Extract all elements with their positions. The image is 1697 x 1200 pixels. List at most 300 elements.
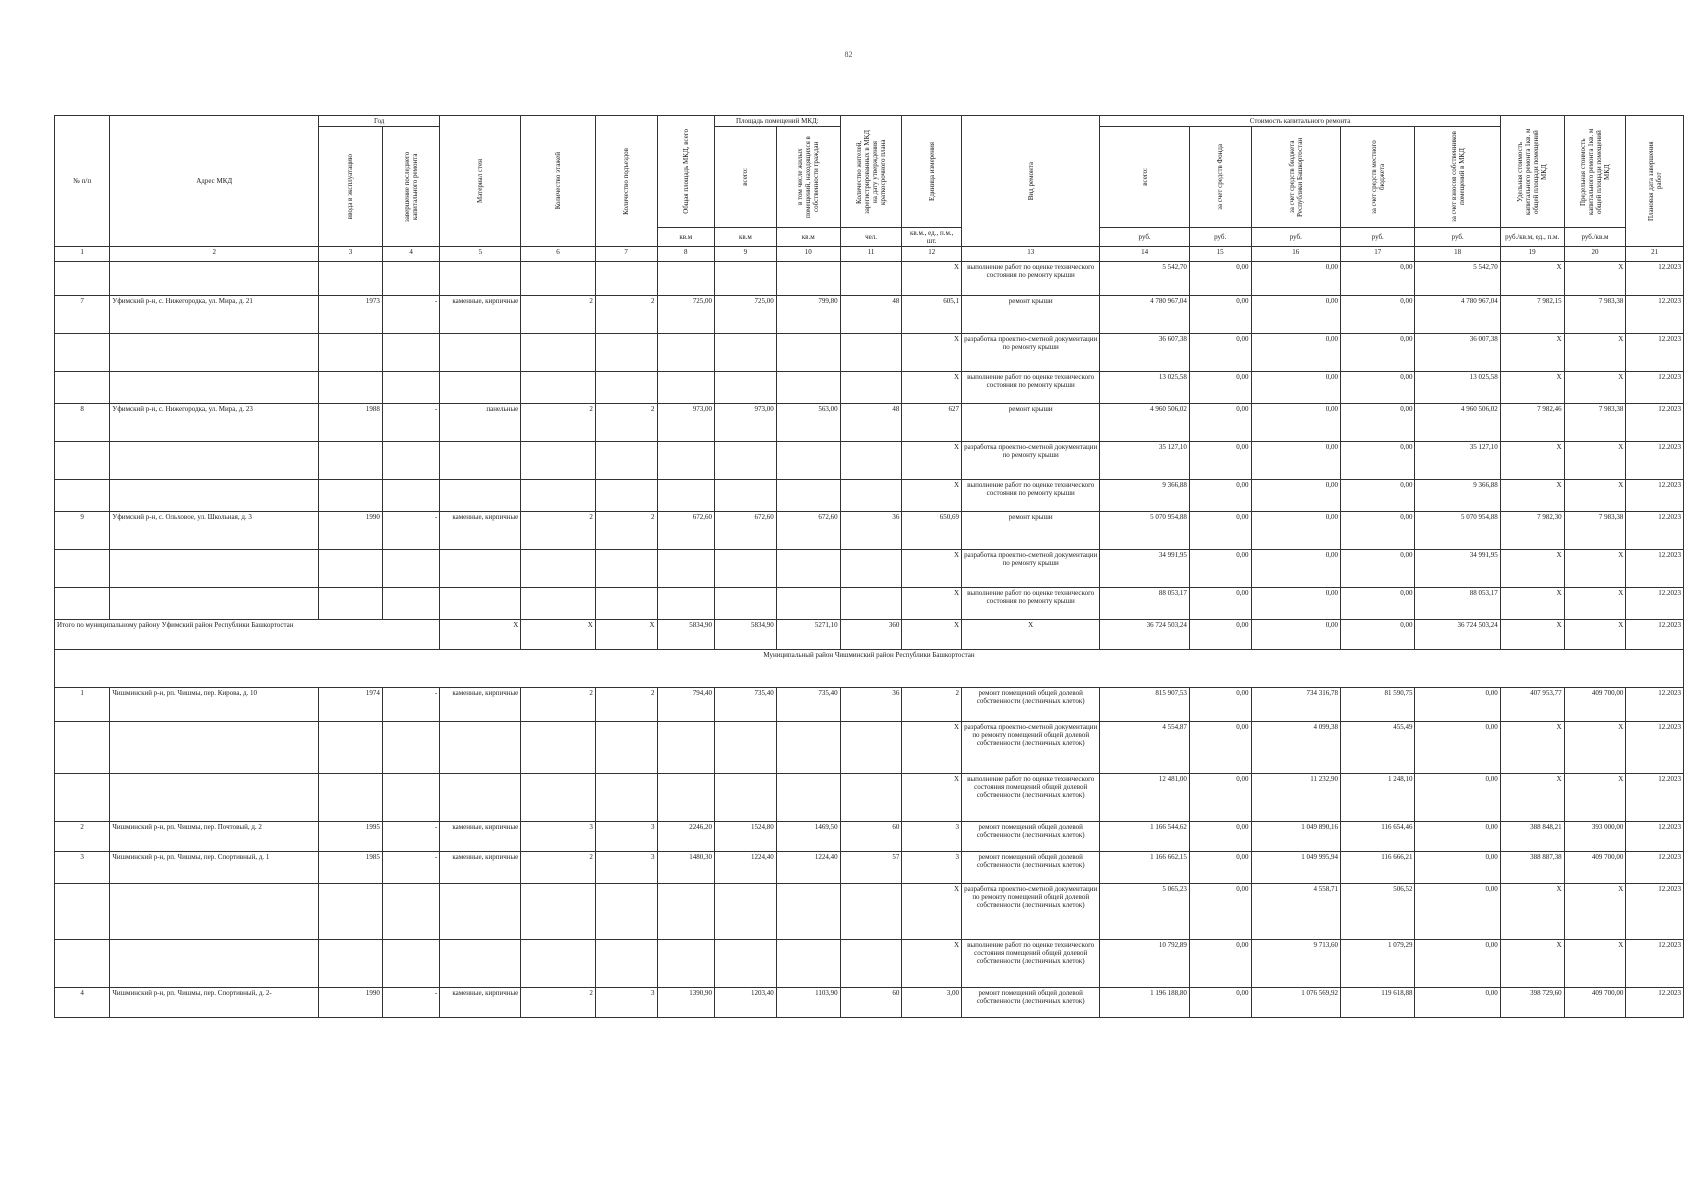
cell-c2: 0,00 xyxy=(1189,852,1251,884)
cell-walls xyxy=(440,550,521,588)
cell-work: ремонт помещений общей долевой собственности (лестничных клеток) xyxy=(962,822,1100,852)
cell-walls: каменные, кирпичные xyxy=(440,988,521,1018)
cell-work: ремонт помещений общей долевой собственности (лестничных клеток) xyxy=(962,852,1100,884)
cell-a1 xyxy=(657,372,714,404)
cell-c5: 5 070 954,88 xyxy=(1415,512,1500,550)
cell-c2: 0,00 xyxy=(1189,688,1251,722)
cell-y1: 1973 xyxy=(319,296,383,334)
cell-c2: 0,00 xyxy=(1189,774,1251,822)
table-row xyxy=(55,884,1684,940)
cell-y1 xyxy=(319,372,383,404)
unit-cell: руб./кв.м xyxy=(1564,228,1626,247)
column-index: 17 xyxy=(1340,247,1415,262)
cell-c4: 1 079,29 xyxy=(1340,940,1415,988)
cell-y1: 1990 xyxy=(319,512,383,550)
cell-n: 1 xyxy=(55,688,110,722)
cell-c1: 9 366,88 xyxy=(1100,480,1189,512)
cell-walls xyxy=(440,334,521,372)
cell-c1: 88 053,17 xyxy=(1100,588,1189,620)
cell-work: выполнение работ по оценке технического состояния помещений общей долевой собственности (лестничных клеток) xyxy=(962,940,1100,988)
header-year-repair: завершение последнего капитального ремонта xyxy=(382,127,440,247)
cell-y1 xyxy=(319,940,383,988)
cell-n xyxy=(55,442,110,480)
cell-uc: X xyxy=(1500,262,1564,296)
cell-n xyxy=(55,940,110,988)
cell-n xyxy=(55,372,110,404)
total-row xyxy=(55,620,1684,650)
cell-fl: 2 xyxy=(521,404,596,442)
cell-c3: 734 316,78 xyxy=(1251,688,1340,722)
cell-y2 xyxy=(382,262,440,296)
table-row xyxy=(55,296,1684,334)
column-index: 9 xyxy=(715,247,777,262)
cell-c5: 0,00 xyxy=(1415,822,1500,852)
cell-lc: 393 000,00 xyxy=(1564,822,1626,852)
cell-addr: Уфимский р-н, с. Нижегородка, ул. Мира, д. 21 xyxy=(110,296,319,334)
cell-a1: 725,00 xyxy=(657,296,714,334)
cell-c3: 0,00 xyxy=(1251,262,1340,296)
header-cost-group: Стоимость капитального ремонта xyxy=(1100,116,1500,127)
cell-y2 xyxy=(382,722,440,774)
column-index: 3 xyxy=(319,247,383,262)
cell-c3: 11 232,90 xyxy=(1251,774,1340,822)
cell-a3: 735,40 xyxy=(776,688,840,722)
cell-fl: 2 xyxy=(521,296,596,334)
header-work-type: Вид ремонта xyxy=(962,116,1100,247)
cell-c3: 1 049 995,94 xyxy=(1251,852,1340,884)
cell-a1: 672,60 xyxy=(657,512,714,550)
cell-work: выполнение работ по оценке технического состояния по ремонту крыши xyxy=(962,372,1100,404)
cell-walls xyxy=(440,262,521,296)
cell-c5: 0,00 xyxy=(1415,774,1500,822)
header-limit-cost: Предельная стоимость капитального ремонта 1кв. м общей площади помещений МКД xyxy=(1564,116,1626,228)
header-unit: Единица измерения xyxy=(902,116,962,228)
cell-c3: 0,00 xyxy=(1251,550,1340,588)
cell-lc: 409 700,00 xyxy=(1564,852,1626,884)
cell-date: 12.2023 xyxy=(1626,822,1684,852)
table-row xyxy=(55,404,1684,442)
cell-date: 12.2023 xyxy=(1626,988,1684,1018)
cell-date: 12.2023 xyxy=(1626,296,1684,334)
cell-c5: 0,00 xyxy=(1415,852,1500,884)
column-index: 13 xyxy=(962,247,1100,262)
cell-ent: 2 xyxy=(595,512,657,550)
unit-cell: кв.м., ед., п.м., шт. xyxy=(902,228,962,247)
cell-c4: 116 666,21 xyxy=(1340,852,1415,884)
cell-res xyxy=(840,940,902,988)
cell-a1: 1480,30 xyxy=(657,852,714,884)
header-cost-owners: за счет взносов собственников помещений в МКД xyxy=(1415,127,1500,228)
unit-cell: кв.м xyxy=(657,228,714,247)
cell-date: 12.2023 xyxy=(1626,480,1684,512)
cell-c2: 0,00 xyxy=(1189,512,1251,550)
cell-c2: 0,00 xyxy=(1189,940,1251,988)
cell-y2 xyxy=(382,940,440,988)
column-index: 6 xyxy=(521,247,596,262)
repair-plan-sheet xyxy=(54,115,1684,1018)
cell-res xyxy=(840,334,902,372)
header-year-group: Год xyxy=(319,116,440,127)
section-row xyxy=(55,650,1684,688)
total-cell-c5: 36 724 503,24 xyxy=(1415,620,1500,650)
cell-c1: 1 166 544,62 xyxy=(1100,822,1189,852)
cell-ent xyxy=(595,884,657,940)
cell-fl xyxy=(521,940,596,988)
cell-fl: 2 xyxy=(521,852,596,884)
cell-res: 48 xyxy=(840,404,902,442)
cell-lc: X xyxy=(1564,480,1626,512)
table-row xyxy=(55,372,1684,404)
cell-unit: X xyxy=(902,262,962,296)
cell-uc: 388 848,21 xyxy=(1500,822,1564,852)
cell-date: 12.2023 xyxy=(1626,774,1684,822)
cell-a1 xyxy=(657,774,714,822)
cell-fl xyxy=(521,372,596,404)
cell-c2: 0,00 xyxy=(1189,884,1251,940)
cell-work: ремонт крыши xyxy=(962,404,1100,442)
table-row xyxy=(55,988,1684,1018)
header-date: Плановая дата завершения работ xyxy=(1626,116,1684,247)
cell-y2: - xyxy=(382,852,440,884)
cell-lc: X xyxy=(1564,588,1626,620)
cell-res xyxy=(840,550,902,588)
cell-y1 xyxy=(319,550,383,588)
cell-a2 xyxy=(715,722,777,774)
cell-c2: 0,00 xyxy=(1189,334,1251,372)
cell-fl xyxy=(521,722,596,774)
cell-res xyxy=(840,774,902,822)
unit-cell: кв.м xyxy=(715,228,777,247)
header-cost-rb: за счет средств бюджета Республики Башкортостан xyxy=(1251,127,1340,228)
cell-a1 xyxy=(657,480,714,512)
cell-a1 xyxy=(657,884,714,940)
cell-fl xyxy=(521,774,596,822)
table-row xyxy=(55,774,1684,822)
cell-c4: 1 248,10 xyxy=(1340,774,1415,822)
cell-n xyxy=(55,262,110,296)
column-index: 11 xyxy=(840,247,902,262)
cell-n xyxy=(55,588,110,620)
cell-date: 12.2023 xyxy=(1626,404,1684,442)
cell-addr: Чишминский р-н, рп. Чишмы, пер. Спортивный, д. 2- xyxy=(110,988,319,1018)
cell-a2 xyxy=(715,262,777,296)
table-row xyxy=(55,442,1684,480)
cell-a3 xyxy=(776,884,840,940)
cell-a3 xyxy=(776,334,840,372)
cell-ent xyxy=(595,550,657,588)
cell-n xyxy=(55,550,110,588)
cell-ent: 2 xyxy=(595,688,657,722)
cell-y2 xyxy=(382,550,440,588)
cell-c2: 0,00 xyxy=(1189,588,1251,620)
total-cell-c4: 0,00 xyxy=(1340,620,1415,650)
cell-unit: X xyxy=(902,774,962,822)
cell-y1: 1974 xyxy=(319,688,383,722)
cell-uc: X xyxy=(1500,884,1564,940)
column-index: 15 xyxy=(1189,247,1251,262)
cell-c1: 1 196 188,80 xyxy=(1100,988,1189,1018)
cell-ent xyxy=(595,372,657,404)
header-area-all: всего: xyxy=(715,127,777,228)
cell-work: разработка проектно-сметной документации по ремонту крыши xyxy=(962,334,1100,372)
cell-c3: 9 713,60 xyxy=(1251,940,1340,988)
unit-cell: чел. xyxy=(840,228,902,247)
cell-c5: 88 053,17 xyxy=(1415,588,1500,620)
cell-y2: - xyxy=(382,296,440,334)
cell-c2: 0,00 xyxy=(1189,480,1251,512)
total-cell-fl: X xyxy=(521,620,596,650)
cell-a3 xyxy=(776,480,840,512)
cell-c4: 0,00 xyxy=(1340,404,1415,442)
cell-lc: 409 700,00 xyxy=(1564,988,1626,1018)
table-row xyxy=(55,688,1684,722)
cell-c4: 119 618,88 xyxy=(1340,988,1415,1018)
cell-unit: X xyxy=(902,372,962,404)
cell-work: выполнение работ по оценке технического состояния по ремонту крыши xyxy=(962,262,1100,296)
cell-work: разработка проектно-сметной документации по ремонту крыши xyxy=(962,442,1100,480)
cell-fl: 2 xyxy=(521,512,596,550)
cell-y1 xyxy=(319,588,383,620)
cell-ent: 2 xyxy=(595,296,657,334)
cell-walls xyxy=(440,372,521,404)
cell-ent xyxy=(595,480,657,512)
cell-lc: X xyxy=(1564,334,1626,372)
cell-a1: 1390,90 xyxy=(657,988,714,1018)
cell-c2: 0,00 xyxy=(1189,822,1251,852)
cell-c1: 4 960 506,02 xyxy=(1100,404,1189,442)
cell-unit: 3,00 xyxy=(902,988,962,1018)
cell-c3: 0,00 xyxy=(1251,442,1340,480)
cell-walls xyxy=(440,588,521,620)
cell-c2: 0,00 xyxy=(1189,550,1251,588)
cell-lc: X xyxy=(1564,940,1626,988)
header-total-area: Общая площадь МКД, всего xyxy=(657,116,714,228)
cell-fl: 2 xyxy=(521,988,596,1018)
header-area-resid: в том числе жилых помещений, находящихся в собственности граждан xyxy=(776,127,840,228)
cell-a2 xyxy=(715,480,777,512)
cell-addr xyxy=(110,774,319,822)
cell-addr xyxy=(110,550,319,588)
cell-y2 xyxy=(382,588,440,620)
cell-date: 12.2023 xyxy=(1626,940,1684,988)
cell-c4: 0,00 xyxy=(1340,442,1415,480)
cell-n: 4 xyxy=(55,988,110,1018)
cell-unit: X xyxy=(902,334,962,372)
cell-c3: 0,00 xyxy=(1251,296,1340,334)
header-floors: Количество этажей xyxy=(521,116,596,247)
cell-c4: 81 590,75 xyxy=(1340,688,1415,722)
cell-fl xyxy=(521,884,596,940)
cell-unit: 2 xyxy=(902,688,962,722)
cell-a2 xyxy=(715,588,777,620)
cell-c2: 0,00 xyxy=(1189,988,1251,1018)
cell-uc: X xyxy=(1500,550,1564,588)
cell-c2: 0,00 xyxy=(1189,404,1251,442)
cell-unit: 605,1 xyxy=(902,296,962,334)
cell-uc: 407 953,77 xyxy=(1500,688,1564,722)
cell-c5: 36 007,38 xyxy=(1415,334,1500,372)
cell-walls: каменные, кирпичные xyxy=(440,512,521,550)
cell-unit: X xyxy=(902,480,962,512)
column-index: 21 xyxy=(1626,247,1684,262)
cell-work: разработка проектно-сметной документации по ремонту крыши xyxy=(962,550,1100,588)
cell-res: 57 xyxy=(840,852,902,884)
cell-a3 xyxy=(776,774,840,822)
total-cell-work: X xyxy=(962,620,1100,650)
cell-walls xyxy=(440,722,521,774)
table-header xyxy=(55,116,1684,247)
cell-res xyxy=(840,262,902,296)
cell-c5: 34 991,95 xyxy=(1415,550,1500,588)
cell-a3: 1103,90 xyxy=(776,988,840,1018)
cell-ent: 2 xyxy=(595,404,657,442)
cell-walls xyxy=(440,480,521,512)
cell-date: 12.2023 xyxy=(1626,262,1684,296)
cell-ent: 3 xyxy=(595,822,657,852)
cell-uc: X xyxy=(1500,940,1564,988)
cell-a3 xyxy=(776,262,840,296)
cell-c5: 9 366,88 xyxy=(1415,480,1500,512)
total-cell-a2: 5834,90 xyxy=(715,620,777,650)
cell-uc: X xyxy=(1500,722,1564,774)
cell-a1 xyxy=(657,442,714,480)
cell-a2: 973,00 xyxy=(715,404,777,442)
total-cell-ent: X xyxy=(595,620,657,650)
cell-addr xyxy=(110,334,319,372)
cell-n: 9 xyxy=(55,512,110,550)
header-cost-local: за счет средств местного бюджета xyxy=(1340,127,1415,228)
total-cell-unit: X xyxy=(902,620,962,650)
table-row xyxy=(55,588,1684,620)
unit-cell: руб. xyxy=(1415,228,1500,247)
cell-y2 xyxy=(382,480,440,512)
cell-lc: X xyxy=(1564,722,1626,774)
cell-addr xyxy=(110,588,319,620)
cell-walls: каменные, кирпичные xyxy=(440,296,521,334)
cell-work: разработка проектно-сметной документации по ремонту помещений общей долевой собственности (лестничных клеток) xyxy=(962,884,1100,940)
cell-c1: 10 792,89 xyxy=(1100,940,1189,988)
cell-ent xyxy=(595,262,657,296)
column-index: 2 xyxy=(110,247,319,262)
cell-lc: 409 700,00 xyxy=(1564,688,1626,722)
cell-c3: 1 049 890,16 xyxy=(1251,822,1340,852)
cell-a1: 2246,20 xyxy=(657,822,714,852)
cell-res: 60 xyxy=(840,988,902,1018)
cell-res: 36 xyxy=(840,512,902,550)
cell-date: 12.2023 xyxy=(1626,588,1684,620)
cell-unit: X xyxy=(902,442,962,480)
cell-walls: каменные, кирпичные xyxy=(440,852,521,884)
total-cell-c1: 36 724 503,24 xyxy=(1100,620,1189,650)
header-walls: Материал стен xyxy=(440,116,521,247)
cell-c2: 0,00 xyxy=(1189,442,1251,480)
cell-fl xyxy=(521,480,596,512)
cell-a3 xyxy=(776,442,840,480)
cell-date: 12.2023 xyxy=(1626,442,1684,480)
cell-a2 xyxy=(715,550,777,588)
cell-a1: 973,00 xyxy=(657,404,714,442)
cell-y2 xyxy=(382,442,440,480)
cell-uc: X xyxy=(1500,372,1564,404)
cell-ent xyxy=(595,442,657,480)
table-row xyxy=(55,512,1684,550)
cell-addr: Уфимский р-н, с. Ольховое, ул. Школьная, д. 3 xyxy=(110,512,319,550)
cell-addr xyxy=(110,940,319,988)
table-row xyxy=(55,722,1684,774)
cell-a2: 672,60 xyxy=(715,512,777,550)
cell-addr: Чишминский р-н, рп. Чишмы, пер. Спортивный, д. 1 xyxy=(110,852,319,884)
cell-c4: 0,00 xyxy=(1340,512,1415,550)
cell-a3: 672,60 xyxy=(776,512,840,550)
cell-ent xyxy=(595,774,657,822)
cell-addr xyxy=(110,480,319,512)
cell-c4: 116 654,46 xyxy=(1340,822,1415,852)
cell-a1 xyxy=(657,262,714,296)
cell-c3: 4 558,71 xyxy=(1251,884,1340,940)
cell-c3: 4 099,38 xyxy=(1251,722,1340,774)
cell-date: 12.2023 xyxy=(1626,852,1684,884)
cell-y1 xyxy=(319,442,383,480)
cell-c1: 35 127,10 xyxy=(1100,442,1189,480)
cell-addr: Уфимский р-н, с. Нижегородка, ул. Мира, д. 23 xyxy=(110,404,319,442)
cell-n xyxy=(55,480,110,512)
cell-a3: 1469,50 xyxy=(776,822,840,852)
cell-n xyxy=(55,722,110,774)
cell-ent xyxy=(595,940,657,988)
cell-c1: 5 542,70 xyxy=(1100,262,1189,296)
cell-date: 12.2023 xyxy=(1626,512,1684,550)
cell-n xyxy=(55,774,110,822)
cell-lc: 7 983,38 xyxy=(1564,404,1626,442)
cell-a2 xyxy=(715,442,777,480)
cell-a2: 725,00 xyxy=(715,296,777,334)
cell-a3: 1224,40 xyxy=(776,852,840,884)
cell-c5: 13 025,58 xyxy=(1415,372,1500,404)
total-cell-walls: X xyxy=(440,620,521,650)
cell-unit: 3 xyxy=(902,822,962,852)
cell-ent xyxy=(595,334,657,372)
cell-c5: 0,00 xyxy=(1415,940,1500,988)
cell-uc: X xyxy=(1500,334,1564,372)
cell-ent: 3 xyxy=(595,988,657,1018)
cell-y2 xyxy=(382,884,440,940)
cell-y1: 1995 xyxy=(319,822,383,852)
header-premises-group: Площадь помещений МКД: xyxy=(715,116,841,127)
cell-c1: 815 907,53 xyxy=(1100,688,1189,722)
cell-addr xyxy=(110,372,319,404)
cell-work: разработка проектно-сметной документации по ремонту помещений общей долевой собственности (лестничных клеток) xyxy=(962,722,1100,774)
cell-n: 8 xyxy=(55,404,110,442)
cell-uc: X xyxy=(1500,442,1564,480)
column-index: 1 xyxy=(55,247,110,262)
table-row xyxy=(55,550,1684,588)
cell-y1: 1988 xyxy=(319,404,383,442)
cell-unit: X xyxy=(902,588,962,620)
cell-a1: 794,40 xyxy=(657,688,714,722)
cell-y2 xyxy=(382,334,440,372)
cell-fl xyxy=(521,334,596,372)
column-index: 8 xyxy=(657,247,714,262)
total-cell-c3: 0,00 xyxy=(1251,620,1340,650)
total-cell-a3: 5271,10 xyxy=(776,620,840,650)
cell-n xyxy=(55,334,110,372)
column-index: 10 xyxy=(776,247,840,262)
cell-y2 xyxy=(382,774,440,822)
cell-c4: 0,00 xyxy=(1340,480,1415,512)
cell-walls xyxy=(440,442,521,480)
cell-addr xyxy=(110,884,319,940)
cell-res: 36 xyxy=(840,688,902,722)
